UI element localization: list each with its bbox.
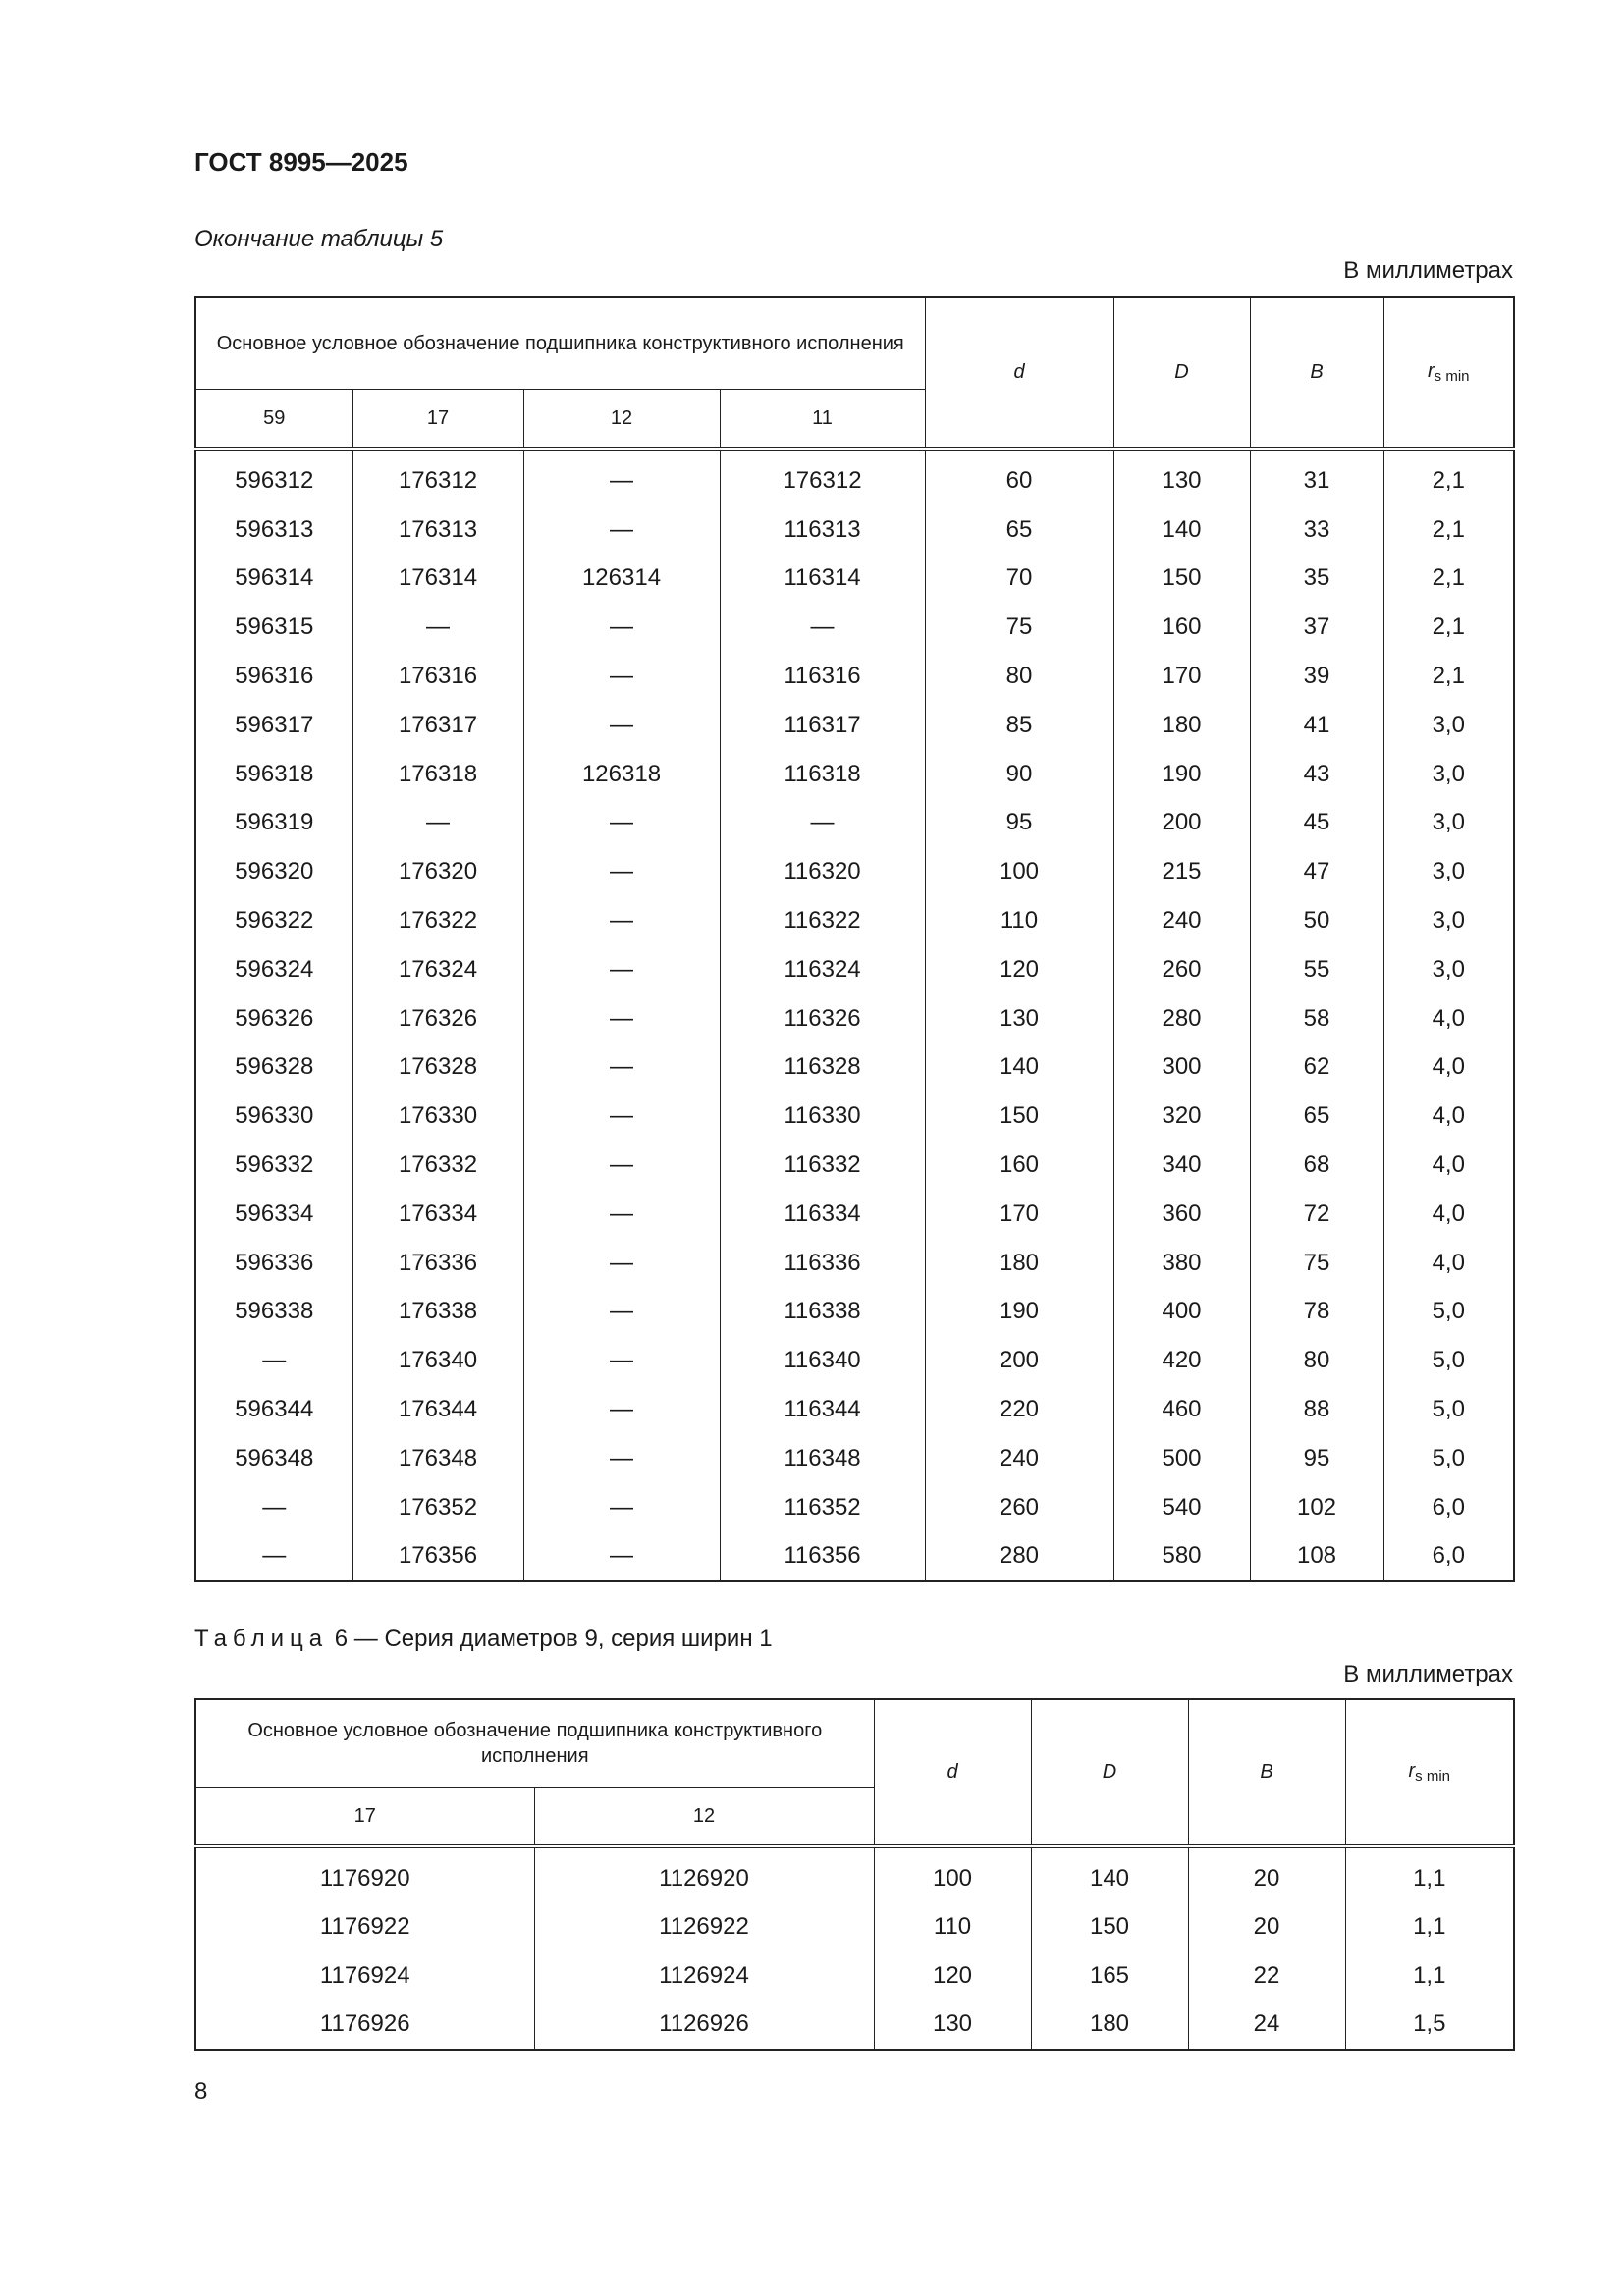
table-cell: 190 xyxy=(1113,750,1250,799)
table-row xyxy=(195,652,1514,701)
table-cell: 176326 xyxy=(352,994,523,1043)
table-cell: 100 xyxy=(925,847,1113,896)
table-cell: 180 xyxy=(1113,701,1250,750)
table-cell: — xyxy=(523,1434,720,1483)
table-cell: 176336 xyxy=(352,1239,523,1288)
table-cell: 75 xyxy=(925,603,1113,652)
table5-col-d: d xyxy=(925,297,1113,449)
table-cell: 180 xyxy=(925,1239,1113,1288)
table-cell: 165 xyxy=(1031,1951,1188,2001)
table6-group-header: Основное условное обозначение подшипника конструктивного исполнения xyxy=(195,1699,874,1788)
table-cell: — xyxy=(523,799,720,848)
table-cell: 5,0 xyxy=(1383,1336,1514,1385)
table5-col-r-subscript: s min xyxy=(1434,368,1470,385)
table-cell: 5,0 xyxy=(1383,1288,1514,1337)
table-cell: 176312 xyxy=(352,449,523,506)
table-cell: 116324 xyxy=(720,945,925,994)
table-cell: 37 xyxy=(1250,603,1383,652)
table-cell: 43 xyxy=(1250,750,1383,799)
table-cell: 540 xyxy=(1113,1483,1250,1532)
table-cell: 95 xyxy=(925,799,1113,848)
table-cell: 300 xyxy=(1113,1043,1250,1093)
table-row xyxy=(195,1434,1514,1483)
table5-subcol-59: 59 xyxy=(195,390,352,450)
table5-continuation-caption: Окончание таблицы 5 xyxy=(194,226,444,252)
table-cell: 596334 xyxy=(195,1190,352,1239)
table-cell: 176344 xyxy=(352,1385,523,1434)
table-cell: 85 xyxy=(925,701,1113,750)
table5-units: В миллиметрах xyxy=(1343,257,1513,284)
table-cell: 3,0 xyxy=(1383,847,1514,896)
table-cell: 78 xyxy=(1250,1288,1383,1337)
table-cell: 120 xyxy=(925,945,1113,994)
table-cell: 100 xyxy=(874,1846,1031,1903)
table-row xyxy=(195,1385,1514,1434)
table-row xyxy=(195,1846,1514,1903)
table-cell: — xyxy=(523,1483,720,1532)
table-cell: — xyxy=(720,603,925,652)
page-number: 8 xyxy=(194,2078,208,2105)
table-row xyxy=(195,847,1514,896)
table-cell: 380 xyxy=(1113,1239,1250,1288)
table-row xyxy=(195,1483,1514,1532)
table-cell: 2,1 xyxy=(1383,506,1514,555)
table5-subcol-17: 17 xyxy=(352,390,523,450)
table-cell: — xyxy=(523,603,720,652)
table-cell: 2,1 xyxy=(1383,652,1514,701)
table-cell: — xyxy=(195,1483,352,1532)
table-cell: 320 xyxy=(1113,1092,1250,1141)
table-cell: 31 xyxy=(1250,449,1383,506)
table-cell: 1126924 xyxy=(534,1951,874,2001)
table-cell: 62 xyxy=(1250,1043,1383,1093)
table-row xyxy=(195,896,1514,945)
table-cell: — xyxy=(523,1532,720,1582)
table-cell: 6,0 xyxy=(1383,1532,1514,1582)
table-cell: 65 xyxy=(925,506,1113,555)
table-cell: 200 xyxy=(925,1336,1113,1385)
table-cell: 176313 xyxy=(352,506,523,555)
table6-col-r-subscript: s min xyxy=(1415,1768,1450,1785)
table-cell: 176334 xyxy=(352,1190,523,1239)
table-cell: 116314 xyxy=(720,555,925,604)
table-cell: — xyxy=(523,847,720,896)
table-cell: — xyxy=(523,1288,720,1337)
table-cell: 45 xyxy=(1250,799,1383,848)
table-cell: 596313 xyxy=(195,506,352,555)
table-cell: 102 xyxy=(1250,1483,1383,1532)
table-cell: 176318 xyxy=(352,750,523,799)
table-cell: 24 xyxy=(1188,2001,1345,2051)
table-cell: 596320 xyxy=(195,847,352,896)
table-cell: 596336 xyxy=(195,1239,352,1288)
table-cell: 3,0 xyxy=(1383,750,1514,799)
table-row xyxy=(195,701,1514,750)
table6-body xyxy=(195,1846,1514,2050)
table-cell: 1126926 xyxy=(534,2001,874,2051)
table-cell: 80 xyxy=(1250,1336,1383,1385)
table-cell: — xyxy=(523,449,720,506)
table-cell: 4,0 xyxy=(1383,994,1514,1043)
table5-col-r-symbol: r xyxy=(1427,360,1435,382)
table-row xyxy=(195,449,1514,506)
table-cell: 596344 xyxy=(195,1385,352,1434)
table-cell: 39 xyxy=(1250,652,1383,701)
table-cell: 596317 xyxy=(195,701,352,750)
table-cell: 116356 xyxy=(720,1532,925,1582)
table6-caption-prefix: Таблица xyxy=(194,1626,329,1652)
table6-units: В миллиметрах xyxy=(1343,1661,1513,1687)
table-cell: 1176922 xyxy=(195,1903,534,1952)
table-cell: 176324 xyxy=(352,945,523,994)
table-cell: 150 xyxy=(925,1092,1113,1141)
table-row xyxy=(195,506,1514,555)
table6-col-r xyxy=(1345,1699,1514,1846)
table-cell: 140 xyxy=(925,1043,1113,1093)
table-cell: 2,1 xyxy=(1383,449,1514,506)
table-cell: 1126922 xyxy=(534,1903,874,1952)
table-cell: 3,0 xyxy=(1383,799,1514,848)
table-cell: 5,0 xyxy=(1383,1385,1514,1434)
table-cell: 140 xyxy=(1031,1846,1188,1903)
table-cell: 116334 xyxy=(720,1190,925,1239)
table-cell: 3,0 xyxy=(1383,896,1514,945)
table-cell: 108 xyxy=(1250,1532,1383,1582)
table-cell: 596318 xyxy=(195,750,352,799)
table-cell: 596315 xyxy=(195,603,352,652)
table-cell: 160 xyxy=(925,1141,1113,1190)
table-cell: 116338 xyxy=(720,1288,925,1337)
table-row xyxy=(195,994,1514,1043)
table-cell: 20 xyxy=(1188,1903,1345,1952)
table-cell: 47 xyxy=(1250,847,1383,896)
table-cell: 176320 xyxy=(352,847,523,896)
table-cell: 596348 xyxy=(195,1434,352,1483)
table-cell: 110 xyxy=(874,1903,1031,1952)
table-row xyxy=(195,945,1514,994)
table-row xyxy=(195,1336,1514,1385)
table-cell: 260 xyxy=(1113,945,1250,994)
table-cell: 110 xyxy=(925,896,1113,945)
table-cell: — xyxy=(523,994,720,1043)
table-cell: 116340 xyxy=(720,1336,925,1385)
table-cell: 3,0 xyxy=(1383,945,1514,994)
table5-col-D: D xyxy=(1113,297,1250,449)
table-row xyxy=(195,750,1514,799)
document-header: ГОСТ 8995—2025 xyxy=(194,147,408,177)
table-cell: 1,1 xyxy=(1345,1903,1514,1952)
table-cell: 176340 xyxy=(352,1336,523,1385)
table-cell: 80 xyxy=(925,652,1113,701)
table5-body xyxy=(195,449,1514,1581)
table-cell: 116336 xyxy=(720,1239,925,1288)
table-cell: — xyxy=(720,799,925,848)
table-cell: — xyxy=(523,1190,720,1239)
table-cell: — xyxy=(352,603,523,652)
table-cell: 116352 xyxy=(720,1483,925,1532)
table-cell: 116318 xyxy=(720,750,925,799)
table-cell: 190 xyxy=(925,1288,1113,1337)
table-cell: 22 xyxy=(1188,1951,1345,2001)
table-cell: 580 xyxy=(1113,1532,1250,1582)
table-cell: 420 xyxy=(1113,1336,1250,1385)
table-cell: 116328 xyxy=(720,1043,925,1093)
table-cell: 68 xyxy=(1250,1141,1383,1190)
table-cell: 1,5 xyxy=(1345,2001,1514,2051)
table-cell: 1176924 xyxy=(195,1951,534,2001)
table-row xyxy=(195,1903,1514,1952)
table5-col-r xyxy=(1383,297,1514,449)
table-cell: — xyxy=(523,1385,720,1434)
table-cell: — xyxy=(523,1141,720,1190)
table-cell: — xyxy=(523,1092,720,1141)
table-cell: 126318 xyxy=(523,750,720,799)
table-cell: 116348 xyxy=(720,1434,925,1483)
table6-subcol-12: 12 xyxy=(534,1788,874,1847)
table-cell: 116313 xyxy=(720,506,925,555)
table-cell: 35 xyxy=(1250,555,1383,604)
table-cell: 4,0 xyxy=(1383,1092,1514,1141)
table-cell: 596314 xyxy=(195,555,352,604)
table-cell: 1,1 xyxy=(1345,1846,1514,1903)
table-cell: — xyxy=(523,1043,720,1093)
table-cell: 596312 xyxy=(195,449,352,506)
table-cell: 126314 xyxy=(523,555,720,604)
table5-col-B: B xyxy=(1250,297,1383,449)
table-cell: 41 xyxy=(1250,701,1383,750)
table-cell: 65 xyxy=(1250,1092,1383,1141)
table-cell: 596316 xyxy=(195,652,352,701)
table-cell: 596330 xyxy=(195,1092,352,1141)
table6-caption-title: 6 — Серия диаметров 9, серия ширин 1 xyxy=(328,1626,773,1652)
table-cell: 180 xyxy=(1031,2001,1188,2051)
table-cell: 596322 xyxy=(195,896,352,945)
table-cell: 176322 xyxy=(352,896,523,945)
table-cell: 1176920 xyxy=(195,1846,534,1903)
table6-col-B: B xyxy=(1188,1699,1345,1846)
table-row xyxy=(195,555,1514,604)
table-cell: 280 xyxy=(1113,994,1250,1043)
table5-group-header: Основное условное обозначение подшипника конструктивного исполнения xyxy=(195,297,925,390)
table-cell: 176348 xyxy=(352,1434,523,1483)
table-cell: 33 xyxy=(1250,506,1383,555)
table-cell: 200 xyxy=(1113,799,1250,848)
table-cell: 130 xyxy=(925,994,1113,1043)
table-row xyxy=(195,603,1514,652)
table-cell: 90 xyxy=(925,750,1113,799)
table6-subcol-17: 17 xyxy=(195,1788,534,1847)
table6-col-d: d xyxy=(874,1699,1031,1846)
table-cell: 150 xyxy=(1113,555,1250,604)
table-row xyxy=(195,1043,1514,1093)
table5-subcol-12: 12 xyxy=(523,390,720,450)
table-cell: 4,0 xyxy=(1383,1141,1514,1190)
table-cell: 150 xyxy=(1031,1903,1188,1952)
table-row xyxy=(195,1288,1514,1337)
table-cell: 116317 xyxy=(720,701,925,750)
table-row xyxy=(195,799,1514,848)
table-cell: 50 xyxy=(1250,896,1383,945)
table-cell: 20 xyxy=(1188,1846,1345,1903)
table-cell: — xyxy=(523,896,720,945)
table-cell: — xyxy=(195,1336,352,1385)
table-cell: 130 xyxy=(874,2001,1031,2051)
table-row xyxy=(195,2001,1514,2051)
table-cell: 596324 xyxy=(195,945,352,994)
table-cell: 260 xyxy=(925,1483,1113,1532)
table-row xyxy=(195,1532,1514,1582)
table-cell: 1176926 xyxy=(195,2001,534,2051)
table-cell: 1,1 xyxy=(1345,1951,1514,2001)
table-cell: 70 xyxy=(925,555,1113,604)
table5-subcol-11: 11 xyxy=(720,390,925,450)
table-row xyxy=(195,1092,1514,1141)
table-cell: 215 xyxy=(1113,847,1250,896)
table-cell: 170 xyxy=(1113,652,1250,701)
table-cell: 240 xyxy=(1113,896,1250,945)
table-cell: — xyxy=(352,799,523,848)
table-row xyxy=(195,1239,1514,1288)
table-cell: 176312 xyxy=(720,449,925,506)
table-cell: 130 xyxy=(1113,449,1250,506)
table-cell: 176317 xyxy=(352,701,523,750)
table6 xyxy=(194,1698,1515,2051)
table-cell: 460 xyxy=(1113,1385,1250,1434)
table-cell: 596332 xyxy=(195,1141,352,1190)
table-cell: 116326 xyxy=(720,994,925,1043)
table-cell: 220 xyxy=(925,1385,1113,1434)
table-cell: 400 xyxy=(1113,1288,1250,1337)
table-cell: 170 xyxy=(925,1190,1113,1239)
table-cell: 5,0 xyxy=(1383,1434,1514,1483)
table-cell: 176338 xyxy=(352,1288,523,1337)
table-cell: 500 xyxy=(1113,1434,1250,1483)
table-cell: 116316 xyxy=(720,652,925,701)
table-cell: 58 xyxy=(1250,994,1383,1043)
table6-col-D: D xyxy=(1031,1699,1188,1846)
table-cell: 95 xyxy=(1250,1434,1383,1483)
table-cell: — xyxy=(523,701,720,750)
table-cell: — xyxy=(523,652,720,701)
table-row xyxy=(195,1190,1514,1239)
table-cell: 116344 xyxy=(720,1385,925,1434)
table-cell: 596319 xyxy=(195,799,352,848)
table-cell: 596338 xyxy=(195,1288,352,1337)
table-cell: — xyxy=(523,1336,720,1385)
table-cell: 2,1 xyxy=(1383,555,1514,604)
table-cell: 176328 xyxy=(352,1043,523,1093)
table-cell: — xyxy=(195,1532,352,1582)
table-cell: 120 xyxy=(874,1951,1031,2001)
table-cell: 116322 xyxy=(720,896,925,945)
table-row xyxy=(195,1141,1514,1190)
table-cell: 596326 xyxy=(195,994,352,1043)
table-cell: 340 xyxy=(1113,1141,1250,1190)
table5 xyxy=(194,296,1515,1582)
table-cell: 596328 xyxy=(195,1043,352,1093)
table6-col-r-symbol: r xyxy=(1408,1760,1416,1782)
table-cell: 360 xyxy=(1113,1190,1250,1239)
table-cell: 88 xyxy=(1250,1385,1383,1434)
table-cell: 1126920 xyxy=(534,1846,874,1903)
table-cell: 4,0 xyxy=(1383,1239,1514,1288)
table-cell: 2,1 xyxy=(1383,603,1514,652)
table-cell: 160 xyxy=(1113,603,1250,652)
table-cell: 116332 xyxy=(720,1141,925,1190)
table-cell: 176352 xyxy=(352,1483,523,1532)
table-cell: 75 xyxy=(1250,1239,1383,1288)
table-cell: 240 xyxy=(925,1434,1113,1483)
table-cell: 280 xyxy=(925,1532,1113,1582)
table-cell: 176316 xyxy=(352,652,523,701)
table-cell: 116330 xyxy=(720,1092,925,1141)
table6-caption xyxy=(194,1626,773,1653)
table-cell: 6,0 xyxy=(1383,1483,1514,1532)
table-cell: — xyxy=(523,945,720,994)
table-cell: 116320 xyxy=(720,847,925,896)
table-cell: 4,0 xyxy=(1383,1043,1514,1093)
table-cell: — xyxy=(523,1239,720,1288)
table-row xyxy=(195,1951,1514,2001)
table-cell: 176330 xyxy=(352,1092,523,1141)
table-cell: 4,0 xyxy=(1383,1190,1514,1239)
table-cell: 176314 xyxy=(352,555,523,604)
table-cell: 140 xyxy=(1113,506,1250,555)
table-cell: 72 xyxy=(1250,1190,1383,1239)
table-cell: 176332 xyxy=(352,1141,523,1190)
table-cell: — xyxy=(523,506,720,555)
table-cell: 176356 xyxy=(352,1532,523,1582)
table-cell: 3,0 xyxy=(1383,701,1514,750)
table-cell: 60 xyxy=(925,449,1113,506)
table-cell: 55 xyxy=(1250,945,1383,994)
